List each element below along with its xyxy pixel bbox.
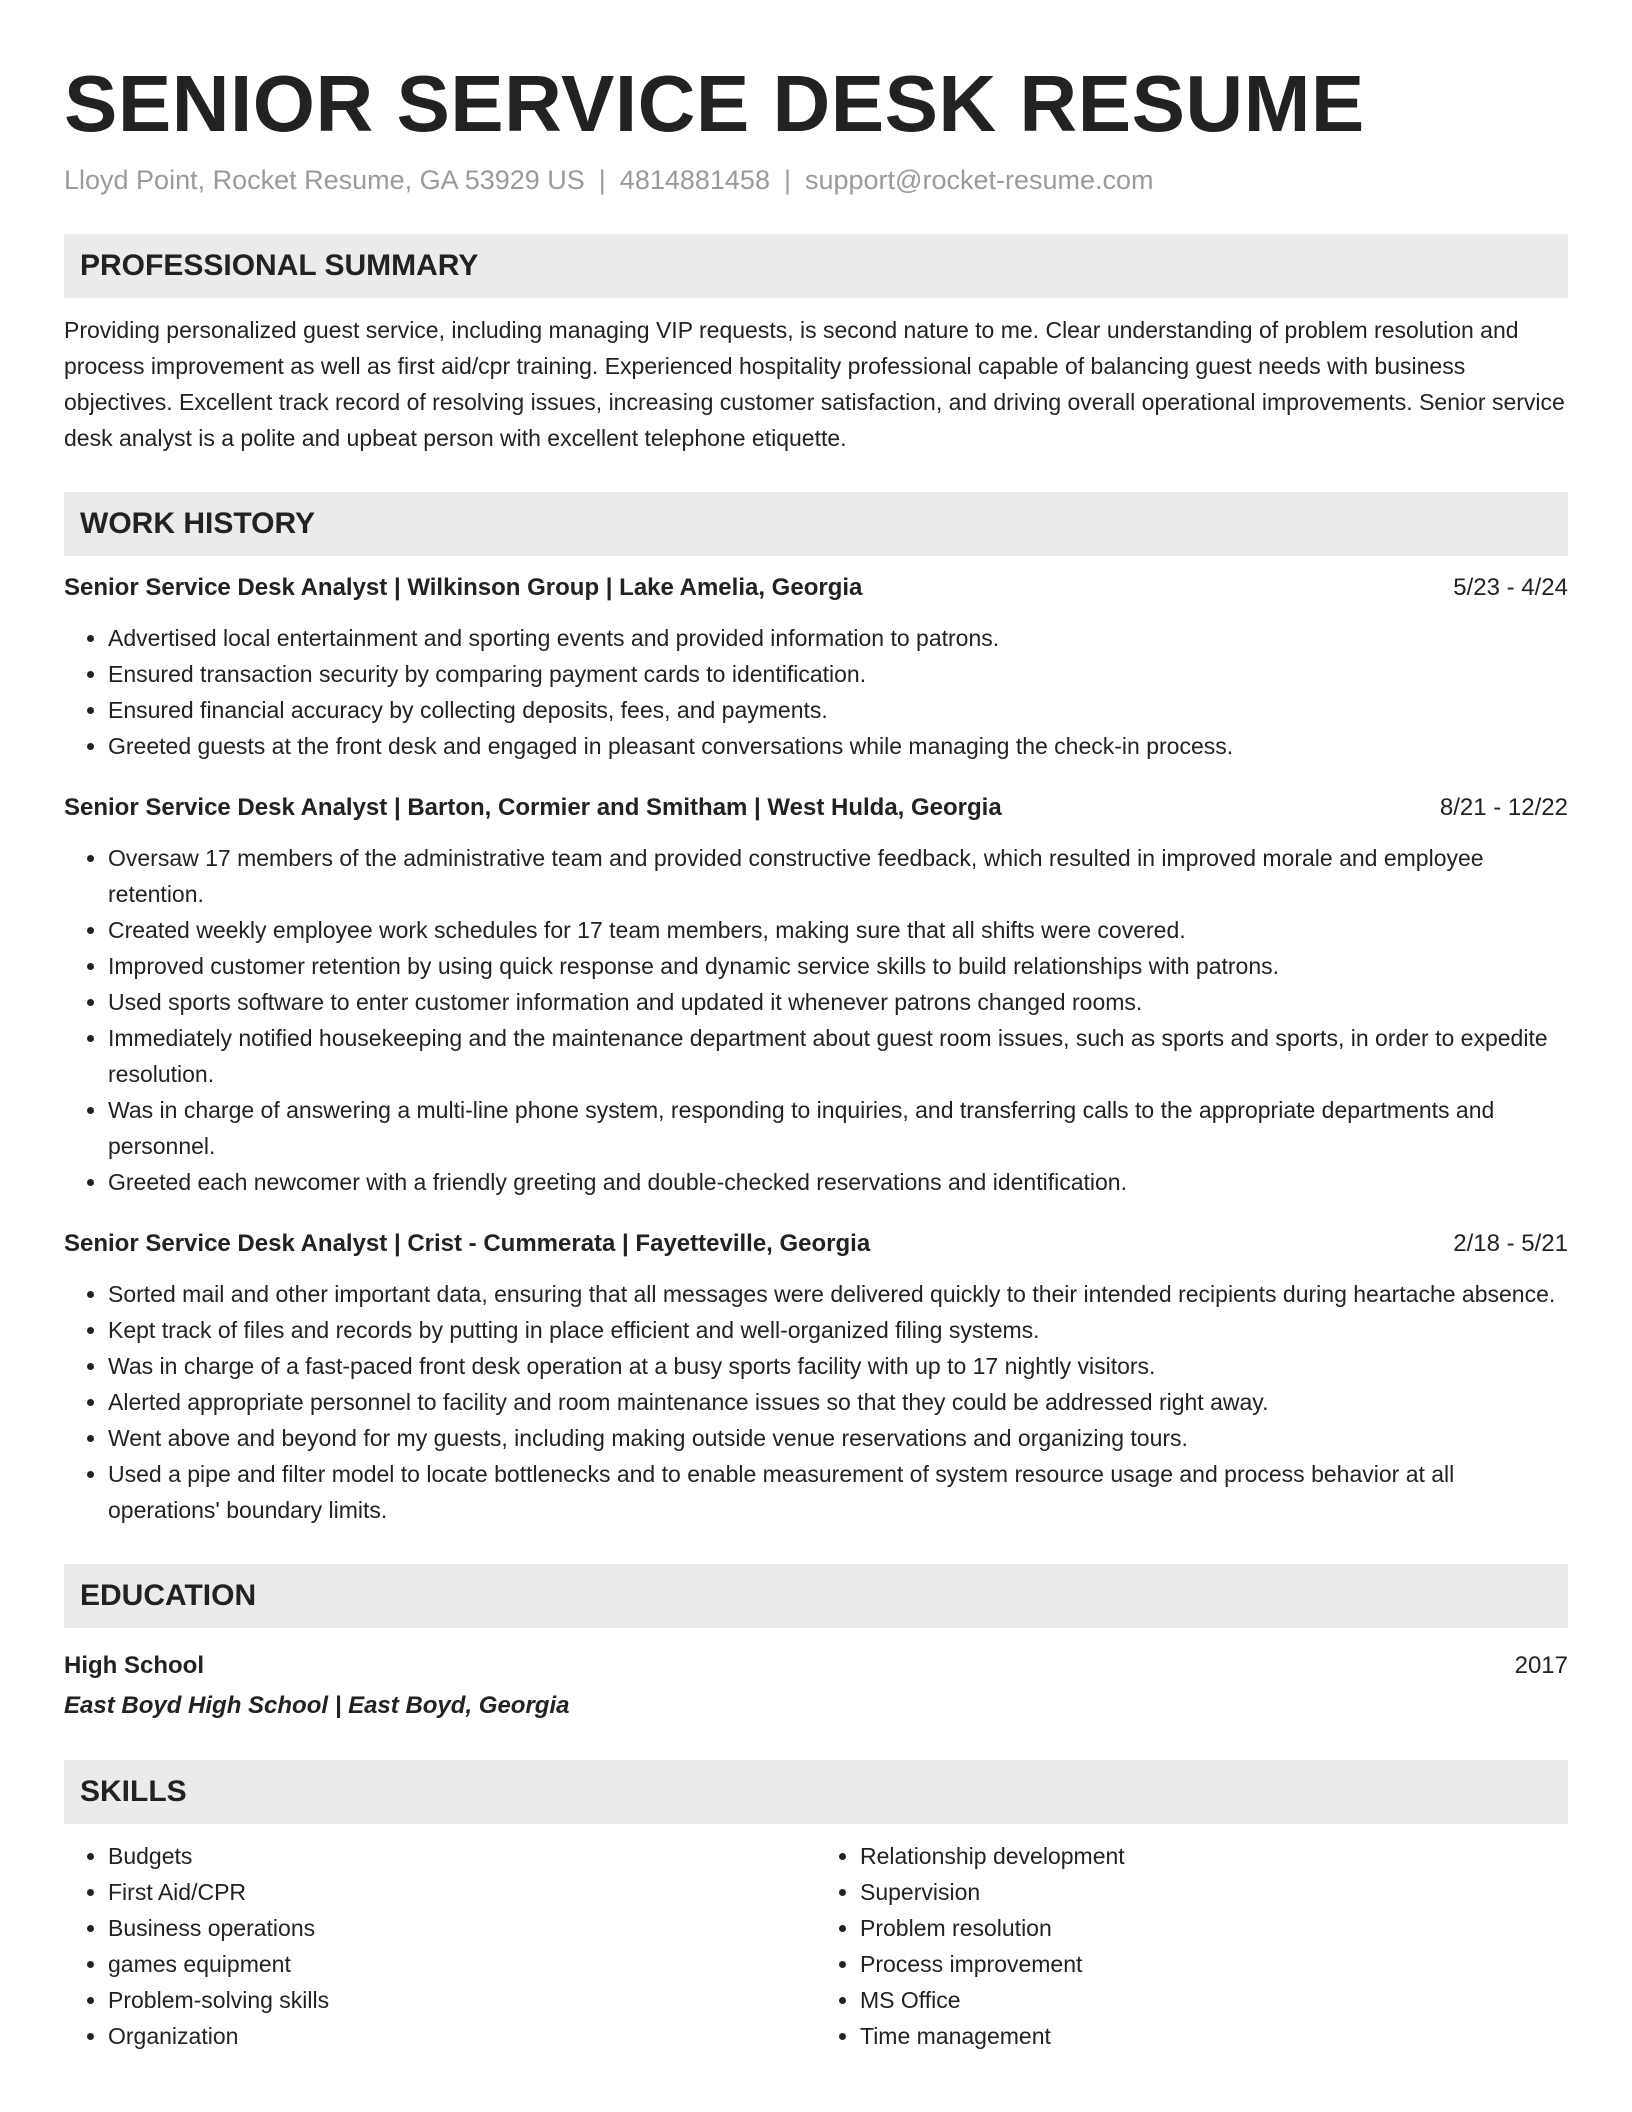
section-header-summary: PROFESSIONAL SUMMARY (64, 234, 1568, 298)
job-bullet: • Alerted appropriate personnel to facility and room maintenance issues so that they could be addressed right away. (108, 1384, 1568, 1420)
skill-item: • Problem-solving skills (108, 1982, 816, 2018)
skills-column-left (64, 1838, 816, 2054)
skill-item: • Budgets (108, 1838, 816, 1874)
skill-item: • games equipment (108, 1946, 816, 1982)
contact-separator: | (598, 165, 606, 195)
skill-item: • Time management (860, 2018, 1568, 2054)
education-year: 2017 (1514, 1652, 1568, 1679)
skill-item: • Problem resolution (860, 1910, 1568, 1946)
education-school: East Boyd High School | East Boyd, Georgia (64, 1692, 570, 1719)
job-bullet: • Was in charge of answering a multi-line phone system, responding to inquiries, and transferring calls to the appropriate departments and personnel. (108, 1092, 1568, 1164)
job-bullet: • Used a pipe and filter model to locate bottlenecks and to enable measurement of system resource usage and process behavior at all operations' boundary limits. (108, 1456, 1568, 1528)
job-title: Senior Service Desk Analyst | Barton, Cormier and Smitham | West Hulda, Georgia (64, 794, 1002, 821)
job-bullet: • Oversaw 17 members of the administrative team and provided constructive feedback, which resulted in improved morale and employee retention. (108, 840, 1568, 912)
job-bullet: • Created weekly employee work schedules for 17 team members, making sure that all shifts were covered. (108, 912, 1568, 948)
contact-email: support@rocket-resume.com (804, 165, 1154, 195)
job-entry (64, 1226, 1568, 1528)
job-bullet: • Kept track of files and records by putting in place efficient and well-organized filing systems. (108, 1312, 1568, 1348)
job-dates: 2/18 - 5/21 (1453, 1230, 1568, 1257)
job-header (64, 1226, 1568, 1262)
contact-phone: 4814881458 (619, 165, 770, 195)
work-history-list (64, 570, 1568, 1528)
section-header-skills: SKILLS (64, 1760, 1568, 1824)
skill-item: • Supervision (860, 1874, 1568, 1910)
job-bullet: • Improved customer retention by using quick response and dynamic service skills to build relationships with patrons. (108, 948, 1568, 984)
job-bullets (64, 620, 1568, 764)
section-header-education: EDUCATION (64, 1564, 1568, 1628)
contact-address: Lloyd Point, Rocket Resume, GA 53929 US (64, 165, 585, 195)
skill-item: • First Aid/CPR (108, 1874, 816, 1910)
skill-item: • Organization (108, 2018, 816, 2054)
skill-item: • Process improvement (860, 1946, 1568, 1982)
job-bullet: • Went above and beyond for my guests, including making outside venue reservations and organizing tours. (108, 1420, 1568, 1456)
contact-line (64, 162, 1568, 198)
job-title: Senior Service Desk Analyst | Crist - Cummerata | Fayetteville, Georgia (64, 1230, 871, 1257)
job-entry (64, 790, 1568, 1200)
skills-list (64, 1838, 1568, 2054)
skill-item: • MS Office (860, 1982, 1568, 2018)
job-dates: 5/23 - 4/24 (1453, 574, 1568, 601)
skill-item: • Business operations (108, 1910, 816, 1946)
job-bullet: • Greeted guests at the front desk and engaged in pleasant conversations while managing the check-in process. (108, 728, 1568, 764)
job-bullets (64, 840, 1568, 1200)
job-bullet: • Ensured transaction security by comparing payment cards to identification. (108, 656, 1568, 692)
job-bullets (64, 1276, 1568, 1528)
skills-column-right (816, 1838, 1568, 2054)
job-bullet: • Used sports software to enter customer information and updated it whenever patrons changed rooms. (108, 984, 1568, 1020)
job-bullet: • Was in charge of a fast-paced front desk operation at a busy sports facility with up to 17 nightly visitors. (108, 1348, 1568, 1384)
job-bullet: • Immediately notified housekeeping and the maintenance department about guest room issues, such as sports and sports, in order to expedite resolution. (108, 1020, 1568, 1092)
job-bullet: • Sorted mail and other important data, ensuring that all messages were delivered quickly to their intended recipients during heartache absence. (108, 1276, 1568, 1312)
job-bullet: • Advertised local entertainment and sporting events and provided information to patrons. (108, 620, 1568, 656)
job-title: Senior Service Desk Analyst | Wilkinson Group | Lake Amelia, Georgia (64, 574, 863, 601)
job-entry (64, 570, 1568, 764)
section-header-work-history: WORK HISTORY (64, 492, 1568, 556)
job-header (64, 790, 1568, 826)
job-dates: 8/21 - 12/22 (1439, 794, 1568, 821)
contact-separator: | (783, 165, 791, 195)
education-degree: High School (64, 1652, 204, 1679)
summary-text: Providing personalized guest service, including managing VIP requests, is second nature to me. Clear understanding of problem resolution and process improvement as well as first aid/cpr training. Experienced hospitality professional capable of balancing guest needs with business objectives. Excellent track record of resolving issues, increasing customer satisfaction, and driving overall operational improvements. Senior service desk analyst is a polite and upbeat person with excellent telephone etiquette. (64, 317, 1565, 451)
education-entry (64, 1648, 1568, 1684)
job-bullet: • Ensured financial accuracy by collecting deposits, fees, and payments. (108, 692, 1568, 728)
skill-item: • Relationship development (860, 1838, 1568, 1874)
job-header (64, 570, 1568, 606)
resume-title: SENIOR SERVICE DESK RESUME (64, 59, 1365, 148)
job-bullet: • Greeted each newcomer with a friendly greeting and double-checked reservations and identification. (108, 1164, 1568, 1200)
